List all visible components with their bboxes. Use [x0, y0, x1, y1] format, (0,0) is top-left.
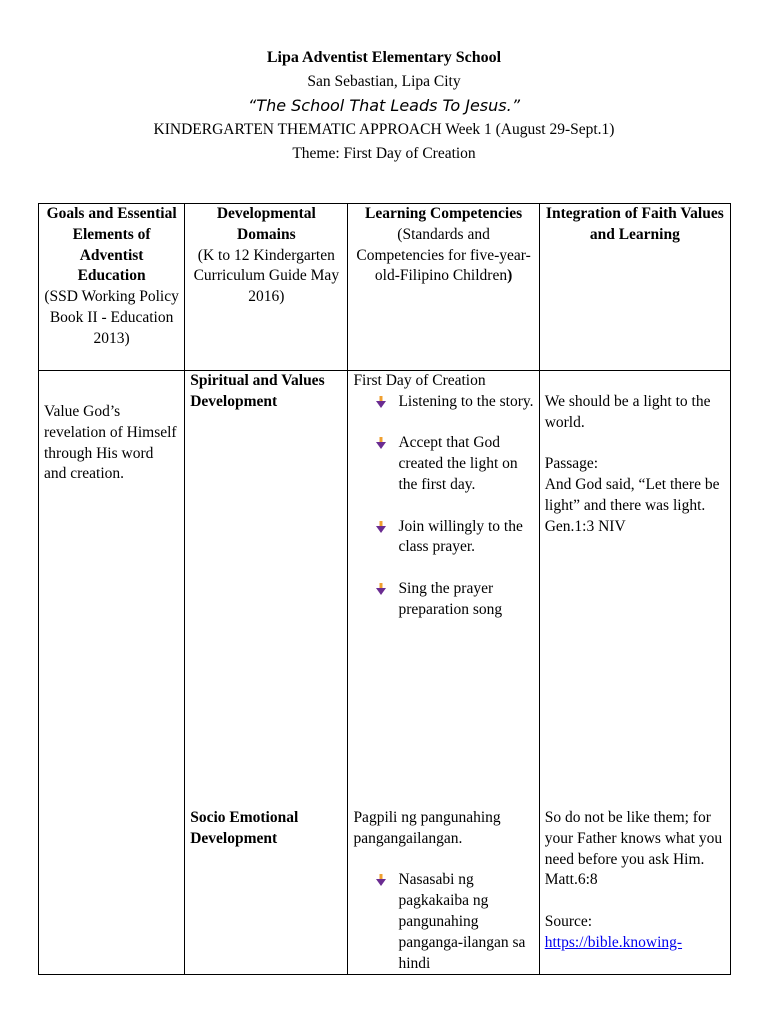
school-address: San Sebastian, Lipa City [307, 73, 461, 90]
bullet-text: Join willingly to the class prayer. [398, 517, 523, 556]
bullet-text: Sing the prayer preparation song [398, 579, 503, 618]
table-body-row [39, 371, 731, 975]
faith-statement: We should be a light to the world. [544, 393, 711, 431]
header-competencies-close: ) [507, 267, 513, 285]
list-item [398, 579, 533, 621]
goal-text: Value God’s revelation of Himself through His word and creation. [44, 403, 177, 483]
theme-title: Theme: First Day of Creation [292, 145, 476, 162]
header-goals-title: Goals and Essential Elements of Adventist Education [46, 205, 177, 285]
faith-cell [539, 371, 730, 975]
header-goals-note: (SSD Working Policy Book II - Education 2013) [44, 288, 179, 347]
goal-cell [39, 371, 185, 975]
header-competencies-note: (Standards and Competencies for five-year-old-Filipino Children [356, 225, 531, 285]
competencies-cell [348, 371, 539, 975]
socio-competencies [353, 808, 533, 995]
bullet-text: Nasasabi ng pagkakaiba ng pangunahing panganga-ilangan sa hindi [398, 871, 526, 972]
header-faith [539, 204, 730, 371]
header-competencies-title: Learning Competencies [365, 205, 523, 222]
source-label: Source: [544, 912, 593, 930]
header-faith-title: Integration of Faith Values and Learning [545, 205, 724, 243]
spiritual-competencies [353, 371, 533, 641]
socio-bullet-list [353, 870, 533, 974]
header-competencies [348, 204, 539, 371]
list-item [398, 433, 533, 495]
domains-cell [185, 371, 348, 975]
list-item [398, 870, 533, 974]
lesson-plan-table [38, 203, 731, 975]
source-link[interactable]: https://bible.knowing- [544, 933, 683, 951]
arrow-down-bullet-icon [376, 437, 386, 449]
list-item [398, 517, 533, 559]
domain-spiritual: Spiritual and Values Development [190, 372, 325, 410]
domain-socio-emotional: Socio Emotional Development [190, 809, 299, 847]
socio-intro: Pagpili ng pangunahing pangangailangan. [353, 809, 501, 847]
socio-faith-text: So do not be like them; for your Father knows what you need before you ask Him. [544, 809, 723, 868]
school-name: Lipa Adventist Elementary School [266, 49, 502, 66]
table-header-row [39, 204, 731, 371]
passage-text: And God said, “Let there be light” and there was light. [544, 476, 720, 514]
socio-faith-reference: Matt.6:8 [544, 871, 598, 889]
header-goals [39, 204, 185, 371]
header-domains-note: (K to 12 Kindergarten Curriculum Guide May 2016) [193, 246, 340, 306]
list-item [398, 392, 533, 413]
passage-reference: Gen.1:3 NIV [544, 517, 626, 535]
arrow-down-bullet-icon [376, 583, 386, 595]
spiritual-faith [545, 392, 725, 538]
spiritual-bullet-list [353, 392, 533, 621]
bullet-text: Listening to the story. [398, 392, 534, 410]
document-header [0, 46, 768, 166]
passage-label: Passage: [544, 455, 599, 473]
bullet-text: Accept that God created the light on the first day. [398, 434, 518, 493]
arrow-down-bullet-icon [376, 874, 386, 886]
program-title: KINDERGARTEN THEMATIC APPROACH Week 1 (August 29-Sept.1) [153, 121, 615, 138]
header-domains [185, 204, 348, 371]
school-motto: “The School That Leads To Jesus.” [248, 96, 520, 115]
arrow-down-bullet-icon [376, 396, 386, 408]
socio-faith [545, 808, 725, 954]
arrow-down-bullet-icon [376, 521, 386, 533]
spiritual-intro: First Day of Creation [353, 372, 486, 389]
header-domains-title: Developmental Domains [216, 205, 316, 243]
